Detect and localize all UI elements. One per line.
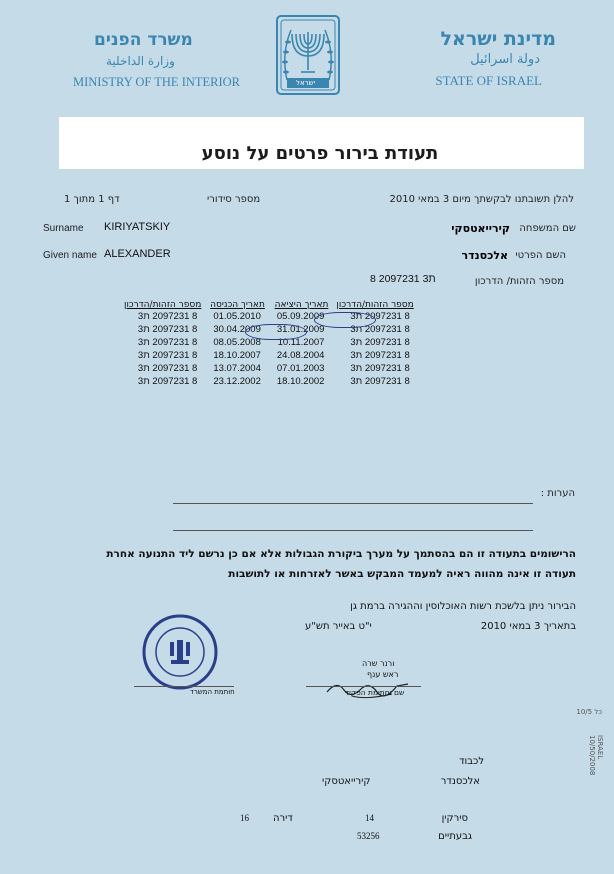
col-header-passport-entry: מספר הזהות/הדרכון bbox=[124, 300, 202, 310]
table-row bbox=[120, 349, 418, 362]
signer-title: ראש ענף bbox=[367, 670, 399, 679]
exit-date: 18.10.2002 bbox=[276, 376, 325, 387]
ministry-name-arabic: وزارة الداخلية bbox=[106, 54, 175, 68]
pen-circle-entry-date bbox=[245, 324, 307, 340]
passport-exit: 8 2097231 ת3 bbox=[350, 350, 410, 361]
entry-date: 23.12.2002 bbox=[213, 376, 261, 387]
surname-label-hebrew: שם המשפחה bbox=[519, 223, 576, 234]
ministry-name-english: MINISTRY OF THE INTERIOR bbox=[73, 75, 241, 89]
exit-date: 24.08.2004 bbox=[276, 350, 325, 361]
address-to-label: לכבוד bbox=[459, 756, 484, 767]
entry-date: 30.04.2009 bbox=[213, 324, 261, 335]
remarks-line-1 bbox=[173, 503, 533, 504]
passport-exit: 8 2097231 ת3 bbox=[350, 337, 410, 348]
statement-line-1: הרישומים בתעודה זו הם בהסתמך על מערך ביקורת הגבולות אלא אם כן נרשם ליד התנועה אחרת bbox=[106, 548, 576, 560]
passport-exit: 8 2097231 ת3 bbox=[350, 324, 410, 335]
state-name-arabic: دولة اسرائيل bbox=[470, 52, 540, 67]
state-name-english: STATE OF ISRAEL bbox=[435, 73, 542, 88]
statement-line-2: תעודה זו אינה מהווה ראיה למעמד המבקש באשר לאזרחות או לתושבות bbox=[228, 568, 576, 580]
entry-date: 18.10.2007 bbox=[213, 350, 261, 361]
given-name-hebrew: אלכסנדר bbox=[461, 249, 508, 262]
ministry-name-hebrew: משרד הפנים bbox=[94, 30, 193, 50]
serial-number-label: מספר סידורי bbox=[207, 194, 261, 205]
stamp-label: חותמת המשרד bbox=[190, 688, 235, 696]
form-code: כל 10/5 bbox=[576, 708, 602, 716]
passport-entry: 8 2097231 ת3 bbox=[137, 324, 198, 335]
issue-date-hebrew: י"ט באייר תש"ע bbox=[305, 621, 372, 632]
passport-entry: 8 2097231 ת3 bbox=[137, 363, 198, 374]
emblem-caption: ישראל bbox=[296, 79, 316, 87]
address-apt-number: 16 bbox=[240, 813, 249, 823]
passport-entry: 8 2097231 ת3 bbox=[137, 350, 198, 361]
given-name-english: ALEXANDER bbox=[104, 248, 171, 260]
pen-circle-exit-date bbox=[314, 312, 376, 328]
given-name-label-hebrew: השם הפרטי bbox=[515, 250, 566, 261]
stamp-line bbox=[134, 686, 234, 687]
office-stamp bbox=[140, 612, 220, 692]
movements-table bbox=[120, 300, 418, 388]
clerk-signature-line bbox=[306, 686, 421, 687]
address-city: גבעתיים bbox=[438, 831, 472, 842]
passport-entry: 8 2097231 ת3 bbox=[137, 337, 198, 348]
id-number-label: מספר הזהות/ הדרכון bbox=[474, 276, 564, 287]
col-header-exit-date: תאריך היציאה bbox=[274, 300, 329, 310]
passport-entry: 8 2097231 ת3 bbox=[137, 311, 198, 322]
passport-exit: 8 2097231 ת3 bbox=[350, 376, 410, 387]
address-zip: 53256 bbox=[357, 831, 380, 841]
remarks-line-2 bbox=[173, 530, 533, 531]
address-house-number: 14 bbox=[365, 813, 374, 823]
exit-date: 07.01.2003 bbox=[276, 363, 325, 374]
surname-hebrew: קירייאטסקי bbox=[451, 222, 510, 235]
exit-date: 05.09.2009 bbox=[276, 311, 325, 322]
page-info: דף 1 מתוך 1 bbox=[64, 194, 120, 205]
address-street: סירקין bbox=[441, 813, 468, 824]
address-apt-label: דירה bbox=[273, 813, 293, 824]
reply-line: להלן תשובתנו לבקשתך מיום 3 במאי 2010 bbox=[389, 194, 574, 205]
passport-exit: 8 2097231 ת3 bbox=[350, 363, 410, 374]
entry-date: 01.05.2010 bbox=[213, 311, 261, 322]
entry-date: 13.07.2004 bbox=[213, 363, 261, 374]
surname-label-english: Surname bbox=[43, 223, 84, 234]
issue-date: בתאריך 3 במאי 2010 bbox=[480, 621, 576, 632]
state-name-hebrew: מדינת ישראל bbox=[440, 28, 556, 50]
vertical-form-code: ISRAEL 10/50/2008 bbox=[588, 735, 604, 776]
remarks-label: הערות : bbox=[540, 488, 575, 499]
passport-exit: 8 2097231 ת3 bbox=[350, 311, 410, 322]
entry-date: 08.05.2008 bbox=[213, 337, 261, 348]
passport-entry: 8 2097231 ת3 bbox=[137, 376, 198, 387]
surname-english: KIRIYATSKIY bbox=[104, 221, 171, 233]
col-header-entry-date: תאריך הכניסה bbox=[210, 300, 265, 310]
exit-date: 31.01.2009 bbox=[276, 324, 325, 335]
signer-name: ורנר שרה bbox=[362, 659, 395, 668]
exit-date: 10.11.2007 bbox=[277, 337, 325, 348]
table-row bbox=[120, 362, 418, 375]
given-name-label-english: Given name bbox=[43, 250, 97, 261]
id-number-value: 8 2097231 ת3 bbox=[370, 273, 436, 285]
clerk-label: שם וחתימת הפקיד bbox=[345, 688, 405, 697]
address-last-name: קירייאטסקי bbox=[322, 776, 371, 787]
table-header-row bbox=[120, 300, 418, 310]
document-title: תעודת בירור פרטים על נוסע bbox=[201, 143, 439, 164]
issuing-office: הבירור ניתן בלשכת רשות האוכלוסין וההגירה ברמת גן bbox=[350, 601, 576, 612]
table-row bbox=[120, 375, 418, 388]
address-first-name: אלכסנדר bbox=[440, 776, 480, 787]
col-header-passport-exit: מספר הזהות/הדרכון bbox=[336, 300, 414, 310]
